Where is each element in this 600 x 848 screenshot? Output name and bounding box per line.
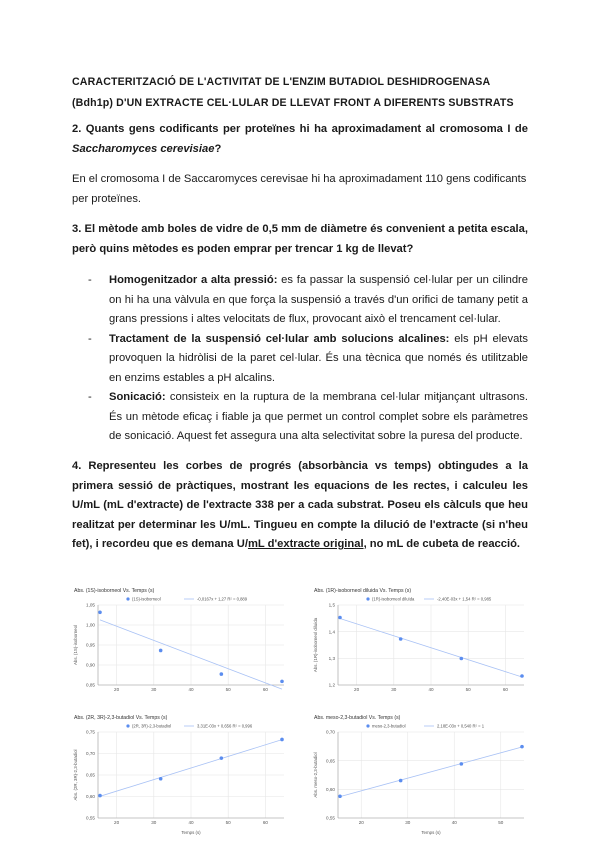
x-tick-label: 50	[225, 820, 231, 825]
chart-title: Abs. (1S)-isoborneol Vs. Temps (s)	[74, 588, 155, 594]
chart-isoborneol-1s	[70, 585, 290, 697]
x-tick-label: 20	[354, 687, 360, 692]
data-point	[159, 649, 163, 653]
x-tick-label: 50	[465, 687, 471, 692]
legend-label: (1R)-isoborneol diluïda	[372, 596, 415, 602]
x-tick-label: 60	[502, 687, 508, 692]
chart-title: Abs. (2R, 3R)-2,3-butadiol Vs. Temps (s)	[74, 715, 168, 721]
y-tick-label: 0,85	[86, 682, 95, 688]
legend-marker	[366, 597, 369, 600]
method-description: es fa passar la suspensió cel·lular per un cilindre on hi ha una vàlvula en que força la suspensió a través d'un orifici de tamany petit a grans pressions i altes velocitats de flux, provocant això el trencament cel·lular.	[109, 274, 528, 325]
x-tick-label: 30	[151, 687, 157, 692]
y-tick-label: 0,55	[326, 815, 335, 821]
y-tick-label: 1,00	[86, 622, 95, 628]
answer-2: En el cromosoma I de Saccaromyces cerevisae hi ha aproximadament 110 gens codificants per proteïnes.	[72, 173, 527, 205]
legend-label: (2R, 3R)-2,3-butadiol	[132, 723, 172, 729]
y-tick-label: 1,4	[328, 629, 335, 635]
question-2-end: ?	[214, 142, 222, 155]
data-point	[460, 657, 464, 661]
y-tick-label: 0,95	[86, 642, 95, 648]
question-4-underlined: mL d'extracte original	[247, 538, 364, 550]
method-term: Sonicació:	[109, 391, 166, 403]
y-tick-label: 1,05	[86, 602, 95, 608]
species-name: Saccharomyces cerevisiae	[72, 142, 215, 155]
chart-title: Abs. meso-2,3-butadiol Vs. Temps (s)	[314, 715, 401, 721]
chart-svg	[310, 712, 530, 838]
trendline-equation: 2,18E-03x + 0,540 R² = 1	[437, 723, 485, 729]
y-tick-label: 0,60	[326, 786, 335, 792]
chart-butadiol-2r3r	[70, 712, 290, 838]
list-item	[88, 388, 528, 447]
x-axis-label: Temps (s)	[181, 830, 201, 835]
y-axis-label: Abs. (1S)-isoborneol	[73, 624, 78, 666]
data-point	[280, 738, 284, 742]
method-term: Homogenitzador a alta pressió:	[109, 274, 278, 286]
y-tick-label: 0,65	[86, 772, 95, 778]
data-point	[399, 637, 403, 641]
title-line-2: (Bdh1p) D'UN EXTRACTE CEL·LULAR DE LLEVAT FRONT A DIFERENTS SUBSTRATS	[72, 97, 514, 109]
y-axis-label: Abs. meso-2,3-butadiol	[313, 752, 318, 798]
question-2-text: 2. Quants gens codificants per proteïnes hi ha aproximadament al cromosoma I de	[72, 123, 528, 135]
chart-svg	[70, 585, 290, 697]
data-point	[159, 777, 163, 781]
data-point	[98, 794, 102, 798]
y-tick-label: 0,60	[86, 794, 95, 800]
data-point	[520, 674, 524, 678]
method-description: consisteix en la ruptura de la membrana cel·lular mitjançant ultrasons. És un mètode eficaç i fiable ja que permet un control complet sobre els paràmetres de sonicació. Aquest fet assegura una alta selectivitat sobre la puresa del producte.	[109, 391, 528, 442]
data-point	[280, 680, 284, 684]
list-dash: -	[88, 332, 92, 345]
y-tick-label: 1,3	[328, 655, 335, 661]
chart-title: Abs. (1R)-isoborneol diluida Vs. Temps (s)	[314, 588, 412, 594]
x-tick-label: 20	[114, 820, 120, 825]
chart-isoborneol-1r	[310, 585, 530, 697]
x-tick-label: 40	[451, 820, 457, 825]
question-2	[72, 120, 528, 159]
legend-marker	[366, 724, 369, 727]
question-3: 3. El mètode amb boles de vidre de 0,5 mm de diàmetre és convenient a petita escala, però quins mètodes es poden emprar per trencar 1 kg de llevat?	[72, 223, 528, 255]
question-4-end: , no mL de cubeta de reacció.	[363, 538, 521, 550]
x-tick-label: 40	[428, 687, 434, 692]
x-axis-label: Temps (s)	[421, 830, 441, 835]
y-axis-label: Abs. (2R, 3R)-2,3-butadiol	[73, 749, 78, 801]
methods-list	[88, 271, 528, 447]
y-tick-label: 0,75	[86, 729, 95, 735]
y-tick-label: 0,70	[86, 751, 95, 757]
method-term: Tractament de la suspensió cel·lular amb solucions alcalines:	[109, 332, 450, 345]
list-item	[88, 271, 528, 330]
x-tick-label: 60	[262, 820, 268, 825]
x-tick-label: 20	[114, 687, 120, 692]
method-description: els pH elevats provoquen la hidròlisi de la paret cel·lular. És una tècnica que només és utilitzable en enzims estables a pH alcalins.	[109, 332, 528, 384]
x-tick-label: 40	[188, 687, 194, 692]
list-dash: -	[88, 274, 92, 286]
legend-label: meso-2,3-butadiol	[372, 723, 406, 729]
y-tick-label: 0,70	[326, 729, 335, 735]
x-tick-label: 30	[391, 687, 397, 692]
y-tick-label: 0,55	[86, 815, 95, 821]
data-point	[338, 616, 342, 620]
document-title	[72, 72, 528, 114]
x-tick-label: 50	[225, 687, 231, 692]
data-point	[338, 794, 342, 798]
y-tick-label: 1,2	[328, 682, 335, 688]
legend-marker	[126, 597, 129, 600]
data-point	[520, 745, 524, 749]
x-tick-label: 60	[262, 687, 268, 692]
question-4-text: 4. Representeu les corbes de progrés (absorbància vs temps) obtingudes a la primera sessió de pràctiques, mostrant les equacions de les rectes, i calculeu les U/mL (mL d'extracte) de l'extracte 338 per a cada substrat. Poseu els càlculs que heu realitzat per determinar les U/mL. Tingueu en compte la dilució de l'extracte (si n'heu fet), i recordeu que es demana U/	[72, 460, 528, 550]
question-4	[72, 457, 528, 555]
legend-marker	[126, 724, 129, 727]
y-axis-label: Abs. (1R)-isoborneol diluida	[313, 617, 318, 673]
trendline-equation: 3,31E-03x + 0,656 R² = 0,996	[197, 723, 253, 729]
data-point	[220, 756, 224, 760]
trendline-equation: -0,0167x + 1,27 R² = 0,889	[197, 596, 248, 602]
data-point	[220, 672, 224, 676]
y-tick-label: 0,90	[86, 662, 95, 668]
list-dash: -	[88, 391, 92, 403]
list-item	[88, 330, 528, 389]
chart-meso-butadiol	[310, 712, 530, 838]
y-tick-label: 1,5	[328, 602, 335, 608]
chart-svg	[310, 585, 530, 697]
data-point	[399, 779, 403, 783]
x-tick-label: 40	[188, 820, 194, 825]
x-tick-label: 30	[151, 820, 157, 825]
data-point	[460, 762, 464, 766]
chart-svg	[70, 712, 290, 838]
data-point	[98, 610, 102, 614]
legend-label: (1S)-isoborneol	[132, 596, 161, 602]
y-tick-label: 0,65	[326, 758, 335, 764]
x-tick-label: 30	[405, 820, 411, 825]
title-line-1: CARACTERITZACIÓ DE L'ACTIVITAT DE L'ENZIM BUTADIOL DESHIDROGENASA	[72, 76, 491, 88]
trendline-equation: -2,40E-03x + 1,54 R² = 0,985	[437, 596, 492, 602]
x-tick-label: 50	[498, 820, 504, 825]
x-tick-label: 20	[358, 820, 364, 825]
